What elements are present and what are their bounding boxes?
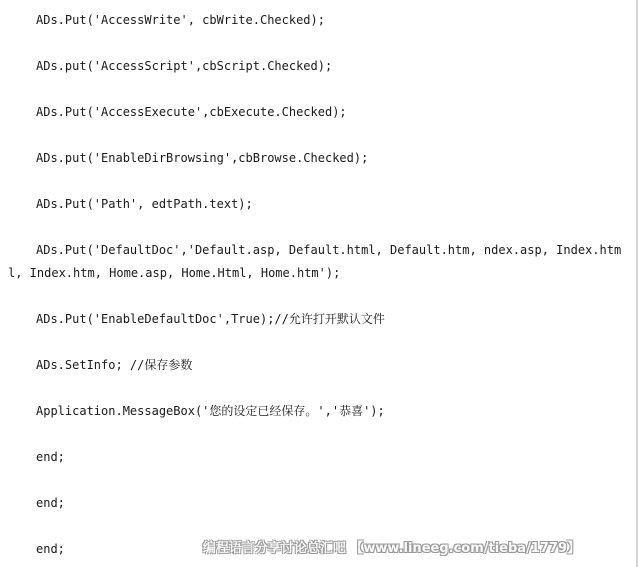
code-line: Application.MessageBox('您的设定已经保存。','恭喜'); <box>36 404 385 418</box>
code-line: ADs.Put('EnableDefaultDoc',True);//允许打开默认文件 <box>36 312 385 326</box>
code-line: end; <box>36 450 65 464</box>
code-line: ADs.Put('Path', edtPath.text); <box>36 197 253 211</box>
code-line: ADs.put('AccessScript',cbScript.Checked); <box>36 59 333 73</box>
code-line: ADs.Put('AccessWrite', cbWrite.Checked); <box>36 13 325 27</box>
code-line: ADs.SetInfo; //保存参数 <box>36 358 193 372</box>
code-line: end; <box>36 542 65 556</box>
code-line: end; <box>36 496 65 510</box>
code-line: ADs.Put('DefaultDoc','Default.asp, Default.html, Default.htm, ndex.asp, Index.htm <box>36 243 622 257</box>
code-line-continued: l, Index.htm, Home.asp, Home.Html, Home.htm'); <box>8 266 341 280</box>
code-line: ADs.put('EnableDirBrowsing',cbBrowse.Checked); <box>36 151 369 165</box>
watermark-text: 编程语言分享讨论总汇吧 【www.lineeg.com/tieba/1779】 <box>202 541 580 556</box>
code-line: ADs.Put('AccessExecute',cbExecute.Checked); <box>36 105 347 119</box>
